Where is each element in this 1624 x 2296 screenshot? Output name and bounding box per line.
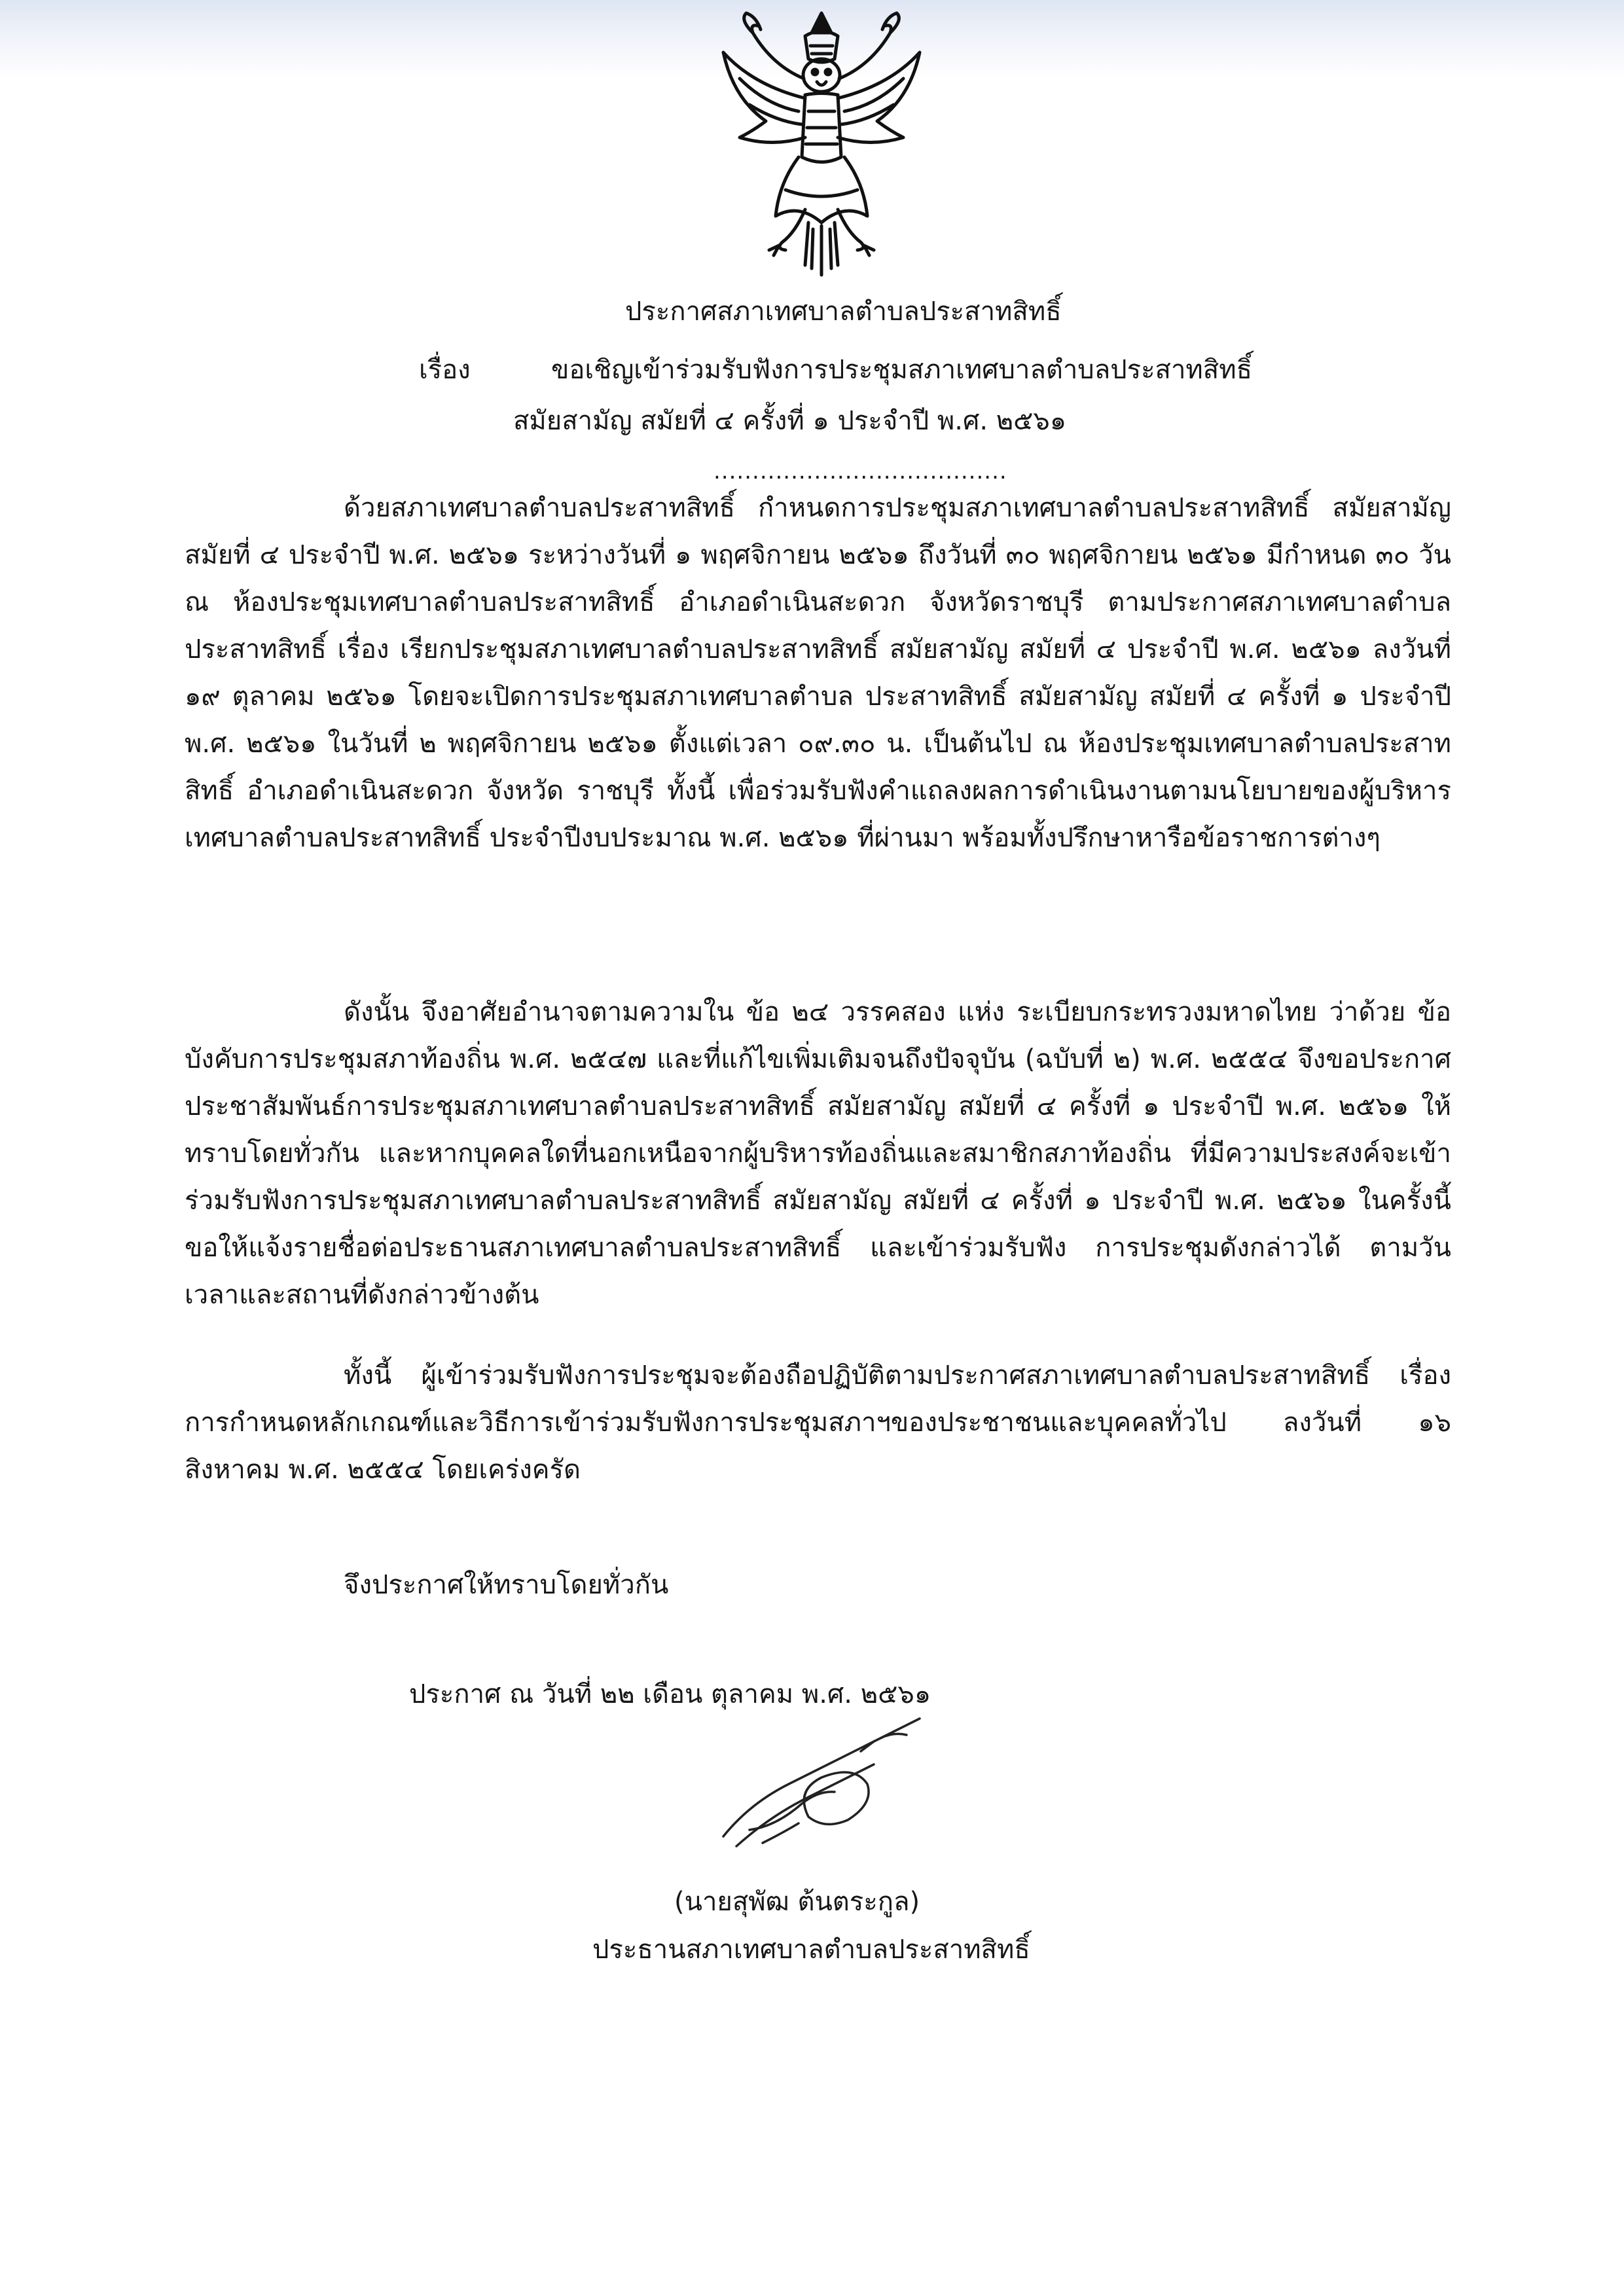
paragraph-3 — [185, 1352, 1451, 1493]
signature-icon — [710, 1705, 933, 1863]
paragraph-1-text: ด้วยสภาเทศบาลตำบลประสาทสิทธิ์ กำหนดการประชุมสภาเทศบาลตำบลประสาทสิทธิ์ สมัยสามัญ สมัยที่ ๔ ประจำปี พ.ศ. ๒๕๖๑ ระหว่างวันที่ ๑ พฤศจิกายน ๒๕๖๑ ถึงวันที่ ๓๐ พฤศจิกายน ๒๕๖๑ มีกำหนด ๓๐ วัน ณ ห้องประชุมเทศบาลตำบลประสาทสิทธิ์ อำเภอดำเนินสะดวก จังหวัดราชบุรี ตามประกาศสภาเทศบาลตำบลประสาทสิทธิ์ เรื่อง เรียกประชุมสภาเทศบาลตำบลประสาทสิทธิ์ สมัยสามัญ สมัยที่ ๔ ประจำปี พ.ศ. ๒๕๖๑ ลงวันที่ ๑๙ ตุลาคม ๒๕๖๑ โดยจะเปิดการประชุมสภาเทศบาลตำบล ประสาทสิทธิ์ สมัยสามัญ สมัยที่ ๔ ครั้งที่ ๑ ประจำปี พ.ศ. ๒๕๖๑ ในวันที่ ๒ พฤศจิกายน ๒๕๖๑ ตั้งแต่เวลา ๐๙.๓๐ น. เป็นต้นไป ณ ห้องประชุมเทศบาลตำบลประสาทสิทธิ์ อำเภอดำเนินสะดวก จังหวัด ราชบุรี ทั้งนี้ เพื่อร่วมรับฟังคำแถลงผลการดำเนินงานตามนโยบายของผู้บริหารเทศบาลตำบลประสาทสิทธิ์ ประจำปีงบประมาณ พ.ศ. ๒๕๖๑ ที่ผ่านมา พร้อมทั้งปรึกษาหารือข้อราชการต่างๆ — [185, 493, 1452, 853]
signer-title: ประธานสภาเทศบาลตำบลประสาทสิทธิ์ — [592, 1935, 1030, 1965]
paragraph-2 — [185, 989, 1451, 1319]
subject-text: ขอเชิญเข้าร่วมรับฟังการประชุมสภาเทศบาลตำบลประสาทสิทธิ์ — [551, 355, 1252, 385]
paragraph-2-text: ดังนั้น จึงอาศัยอำนาจตามความใน ข้อ ๒๔ วรรคสอง แห่ง ระเบียบกระทรวงมหาดไทย ว่าด้วย ข้อบังคับการประชุมสภาท้องถิ่น พ.ศ. ๒๕๔๗ และที่แก้ไขเพิ่มเติมจนถึงปัจจุบัน (ฉบับที่ ๒) พ.ศ. ๒๕๕๔ จึงขอประกาศประชาสัมพันธ์การประชุมสภาเทศบาลตำบลประสาทสิทธิ์ สมัยสามัญ สมัยที่ ๔ ครั้งที่ ๑ ประจำปี พ.ศ. ๒๕๖๑ ให้ทราบโดยทั่วกัน และหากบุคคลใดที่นอกเหนือจากผู้บริหารท้องถิ่นและสมาชิกสภาท้องถิ่น ที่มีความประสงค์จะเข้าร่วมรับฟังการประชุมสภาเทศบาลตำบลประสาทสิทธิ์ สมัยสามัญ สมัยที่ ๔ ครั้งที่ ๑ ประจำปี พ.ศ. ๒๕๖๑ ในครั้งนี้ ขอให้แจ้งรายชื่อต่อประธานสภาเทศบาลตำบลประสาทสิทธิ์ และเข้าร่วมรับฟัง การประชุมดังกล่าวได้ ตามวัน เวลาและสถานที่ดังกล่าวข้างต้น — [185, 997, 1452, 1310]
closing-statement: จึงประกาศให้ทราบโดยทั่วกัน — [344, 1570, 669, 1600]
signer-name: (นายสุพัฒ ต้นตระกูล) — [674, 1887, 920, 1917]
paragraph-1 — [185, 484, 1451, 862]
subject-label: เรื่อง — [419, 355, 471, 385]
announcement-date: ประกาศ ณ วันที่ ๒๒ เดือน ตุลาคม พ.ศ. ๒๕๖๑ — [409, 1679, 931, 1709]
announcement-title: ประกาศสภาเทศบาลตำบลประสาทสิทธิ์ — [625, 297, 1062, 327]
paragraph-3-text: ทั้งนี้ ผู้เข้าร่วมรับฟังการประชุมจะต้องถือปฏิบัติตามประกาศสภาเทศบาลตำบลประสาทสิทธิ์ เรื่อง การกำหนดหลักเกณฑ์และวิธีการเข้าร่วมรับฟังการประชุมสภาฯของประชาชนและบุคคลทั่วไป ลงวันที่ ๑๖ สิงหาคม พ.ศ. ๒๕๕๔ โดยเคร่งครัด — [185, 1360, 1451, 1485]
subject-continuation: สมัยสามัญ สมัยที่ ๔ ครั้งที่ ๑ ประจำปี พ.ศ. ๒๕๖๑ — [513, 406, 1067, 436]
separator-dots: ...................................... — [713, 458, 1007, 484]
garuda-emblem-icon — [713, 7, 929, 282]
